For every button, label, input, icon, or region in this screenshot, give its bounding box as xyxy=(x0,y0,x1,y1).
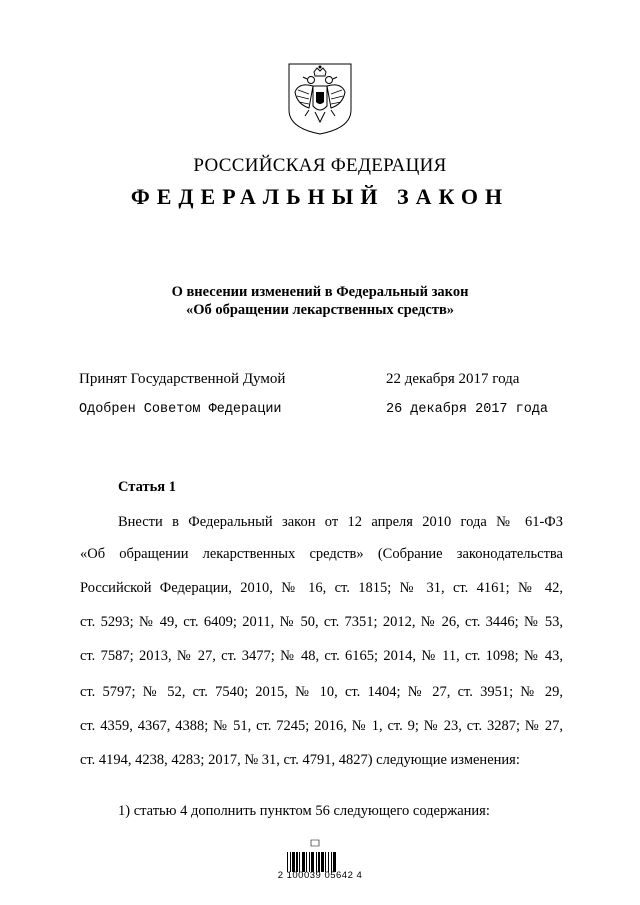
council-approval-label: Одобрен Советом Федерации xyxy=(79,402,282,417)
law-type-title: ФЕДЕРАЛЬНЫЙ ЗАКОН xyxy=(130,184,510,209)
duma-adoption-date: 22 декабря 2017 года xyxy=(386,371,520,387)
law-subject-line-2: «Об обращении лекарственных средств» xyxy=(185,302,455,318)
duma-adoption-label: Принят Государственной Думой xyxy=(79,371,286,387)
article-title: Статья 1 xyxy=(118,479,176,495)
article-text-line: ст. 4194, 4238, 4283; 2017, № 31, ст. 4791, 4827) следующие изменения: xyxy=(80,752,520,768)
council-approval-date: 26 декабря 2017 года xyxy=(386,402,549,417)
article-text-line: ст. 5797; № 52, ст. 7540; 2015, № 10, ст. 1404; № 27, ст. 3951; № 29, xyxy=(80,684,563,700)
article-text-line: Российской Федерации, 2010, № 16, ст. 1815; № 31, ст. 4161; № 42, xyxy=(80,580,563,596)
law-subject xyxy=(0,283,640,319)
article-text-line: Внести в Федеральный закон от 12 апреля 2010 года № 61-ФЗ xyxy=(118,514,563,530)
barcode-icon xyxy=(283,838,355,890)
article-text-line: «Об обращении лекарственных средств» (Собрание законодательства xyxy=(80,546,563,562)
law-subject-line-1: О внесении изменений в Федеральный закон xyxy=(171,284,469,300)
article-item-1: 1) статью 4 дополнить пунктом 56 следующего содержания: xyxy=(118,803,490,819)
country-title: РОССИЙСКАЯ ФЕДЕРАЦИЯ xyxy=(193,155,447,176)
coat-of-arms-icon xyxy=(287,62,353,136)
barcode-number: 2 100039 05642 4 xyxy=(277,870,363,881)
article-text-line: ст. 4359, 4367, 4388; № 51, ст. 7245; 2016, № 1, ст. 9; № 23, ст. 3287; № 27, xyxy=(80,718,563,734)
article-text-line: ст. 5293; № 49, ст. 6409; 2011, № 50, ст. 7351; 2012, № 26, ст. 3446; № 53, xyxy=(80,614,563,630)
article-text-line: ст. 7587; 2013, № 27, ст. 3477; № 48, ст. 6165; 2014, № 11, ст. 1098; № 43, xyxy=(80,648,563,664)
